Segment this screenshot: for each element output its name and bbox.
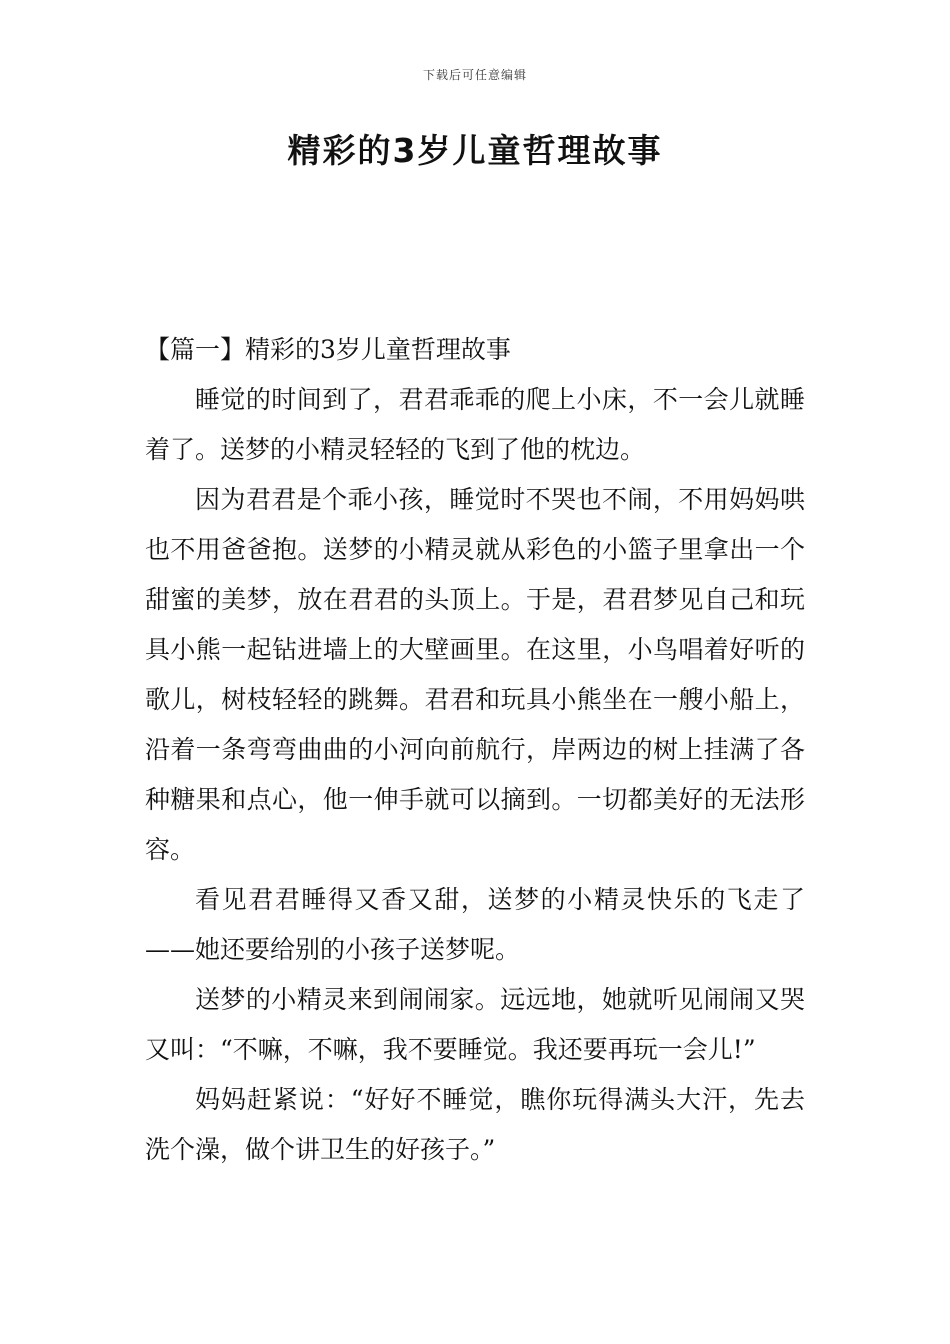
document-body (145, 325, 805, 1175)
paragraph: 妈妈赶紧说：“好好不睡觉，瞧你玩得满头大汗，先去洗个澡，做个讲卫生的好孩子。” (145, 1085, 805, 1164)
paragraph: 看见君君睡得又香又甜，送梦的小精灵快乐的飞走了——她还要给别的小孩子送梦呢。 (145, 885, 805, 964)
paragraph: 送梦的小精灵来到闹闹家。远远地，她就听见闹闹又哭又叫：“不嘛，不嘛，我不要睡觉。我还要再玩一会儿!” (145, 985, 805, 1064)
paragraph: 因为君君是个乖小孩，睡觉时不哭也不闹，不用妈妈哄也不用爸爸抱。送梦的小精灵就从彩色的小篮子里拿出一个甜蜜的美梦，放在君君的头顶上。于是，君君梦见自己和玩具小熊一起钻进墙上的大壁画里。在这里，小鸟唱着好听的歌儿，树枝轻轻的跳舞。君君和玩具小熊坐在一艘小船上，沿着一条弯弯曲曲的小河向前航行，岸两边的树上挂满了各种糖果和点心，他一伸手就可以摘到。一切都美好的无法形容。 (145, 485, 805, 864)
section-heading: 【篇一】精彩的3岁儿童哲理故事 (145, 335, 511, 364)
paragraph: 睡觉的时间到了，君君乖乖的爬上小床，不一会儿就睡着了。送梦的小精灵轻轻的飞到了他的枕边。 (145, 385, 805, 464)
document-title: 精彩的3岁儿童哲理故事 (287, 131, 663, 170)
page-header-note: 下载后可任意编辑 (422, 68, 527, 82)
